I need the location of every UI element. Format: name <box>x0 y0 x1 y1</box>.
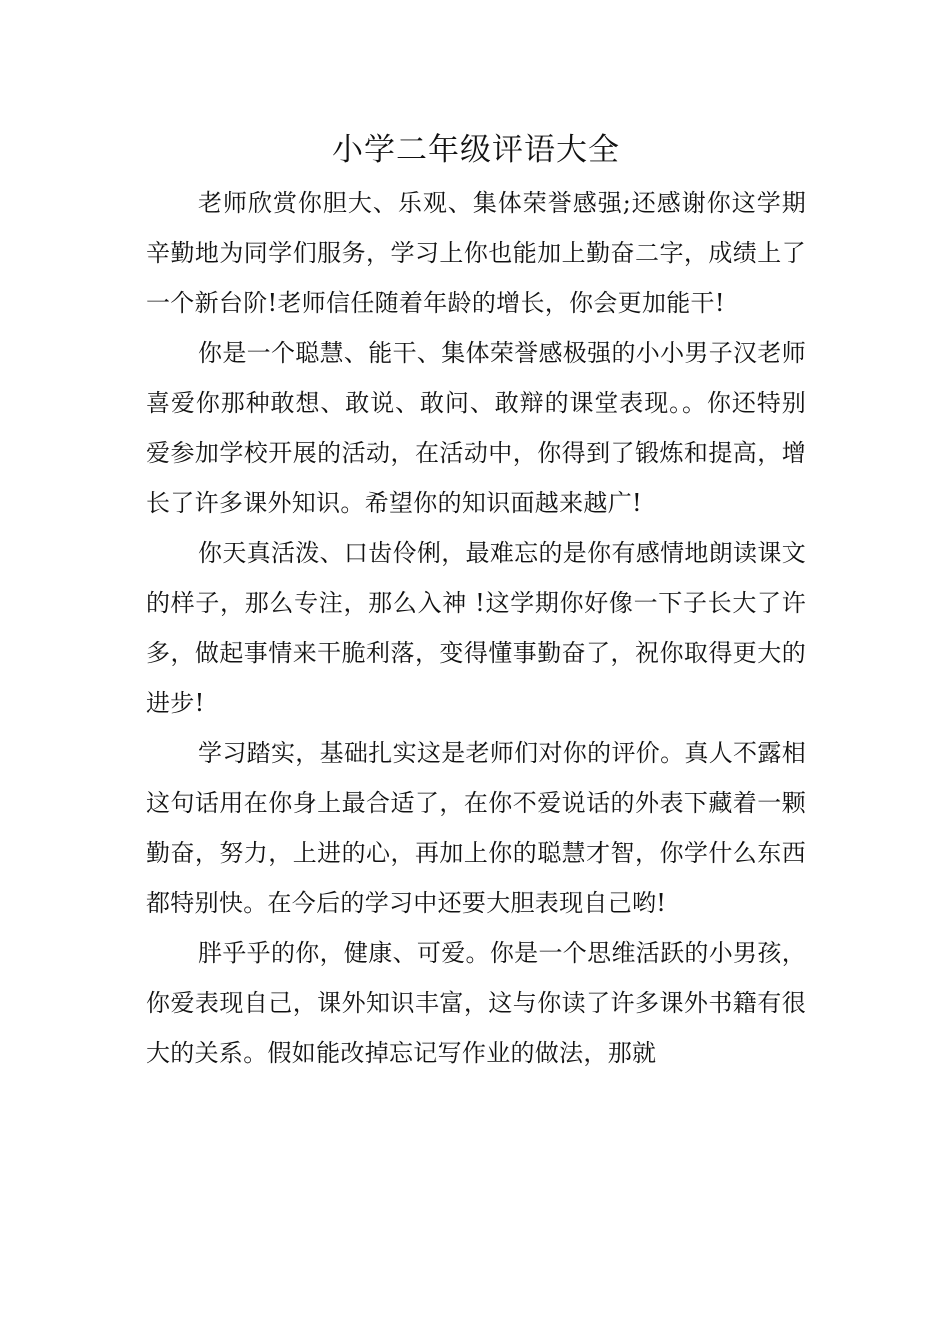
paragraph-3: 你天真活泼、口齿伶俐，最难忘的是你有感情地朗读课文的样子，那么专注，那么入神 !这学期你好像一下子长大了许多，做起事情来干脆利落，变得懂事勤奋了，祝你取得更大的进步! <box>146 539 806 717</box>
paragraph-2: 你是一个聪慧、能干、集体荣誉感极强的小小男子汉老师喜爱你那种敢想、敢说、敢问、敢辩的课堂表现。。你还特别爱参加学校开展的活动，在活动中，你得到了锻炼和提高，增长了许多课外知识。希望你的知识面越来越广! <box>146 339 806 517</box>
document-body <box>146 122 806 1078</box>
paragraph-1: 老师欣赏你胆大、乐观、集体荣誉感强;还感谢你这学期辛勤地为同学们服务，学习上你也能加上勤奋二字，成绩上了一个新台阶!老师信任随着年龄的增长，你会更加能干! <box>146 189 806 317</box>
document-title: 小学二年级评语大全 <box>332 132 620 168</box>
paragraph-5: 胖乎乎的你，健康、可爱。你是一个思维活跃的小男孩，你爱表现自己，课外知识丰富，这与你读了许多课外书籍有很大的关系。假如能改掉忘记写作业的做法，那就 <box>146 939 806 1067</box>
paragraph-4: 学习踏实，基础扎实这是老师们对你的评价。真人不露相这句话用在你身上最合适了，在你不爱说话的外表下藏着一颗勤奋，努力，上进的心，再加上你的聪慧才智，你学什么东西都特别快。在今后的学习中还要大胆表现自己哟! <box>146 739 806 917</box>
